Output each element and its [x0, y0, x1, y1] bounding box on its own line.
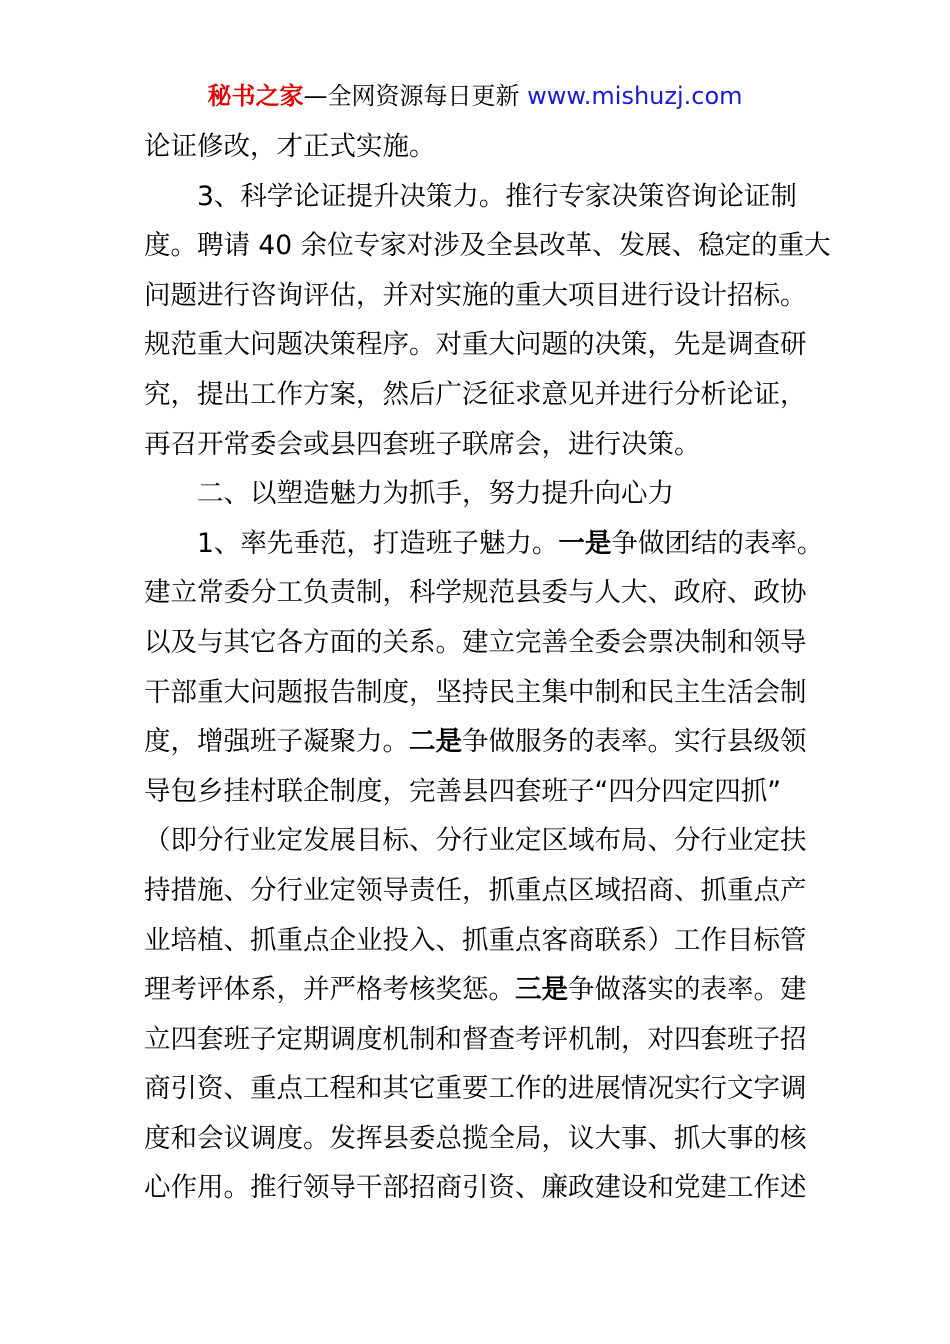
text-line: 以及与其它各方面的关系。建立完善全委会票决制和领导	[144, 626, 807, 658]
site-tagline: —全网资源每日更新	[303, 82, 528, 110]
text-line: 度。聘请 40 余位专家对涉及全县改革、发展、稳定的重大	[144, 230, 831, 262]
bold-marker: 三是	[515, 974, 568, 1006]
text-line: 论证修改，才正式实施。	[144, 131, 436, 162]
text-run: 1、率先垂范，打造班子魅力。	[197, 527, 559, 559]
document-body	[144, 122, 831, 1213]
text-run: 理考评体系，并严格考核奖惩。	[144, 974, 515, 1006]
section-heading: 二、以塑造魅力为抓手，努力提升向心力	[197, 478, 674, 510]
paragraph-heading: 3、科学论证提升决策力。推行专家决策咨询论证制	[197, 180, 797, 212]
text-line: 商引资、重点工程和其它重要工作的进展情况实行文字调	[144, 1073, 807, 1105]
text-line: 导包乡挂村联企制度，完善县四套班子“四分四定四抓”	[144, 775, 781, 807]
text-line: 业培植、抓重点企业投入、抓重点客商联系）工作目标管	[144, 924, 807, 956]
site-url[interactable]: www.mishuzj.com	[527, 82, 743, 110]
text-line: 干部重大问题报告制度，坚持民主集中制和民主生活会制	[144, 676, 807, 708]
text-run: 度，增强班子凝聚力。	[144, 726, 409, 758]
text-line: 度和会议调度。发挥县委总揽全局，议大事、抓大事的核	[144, 1122, 807, 1154]
text-run: 争做落实的表率。建	[568, 974, 807, 1006]
text-line: 再召开常委会或县四套班子联席会，进行决策。	[144, 428, 701, 460]
paragraph-heading	[144, 519, 824, 569]
text-line: 问题进行咨询评估，并对实施的重大项目进行设计招标。	[144, 279, 807, 311]
text-line: 建立常委分工负责制，科学规范县委与人大、政府、政协	[144, 577, 807, 609]
text-line	[144, 965, 814, 1015]
text-run: 争做服务的表率。实行县级领	[462, 726, 807, 758]
text-line: 持措施、分行业定领导责任，抓重点区域招商、抓重点产	[144, 874, 807, 906]
site-brand: 秘书之家	[207, 82, 304, 110]
text-line: 立四套班子定期调度机制和督查考评机制，对四套班子招	[144, 1023, 807, 1055]
page-header	[0, 80, 950, 112]
text-line: 规范重大问题决策程序。对重大问题的决策，先是调查研	[144, 329, 807, 361]
bold-marker: 二是	[409, 726, 462, 758]
text-line: （即分行业定发展目标、分行业定区域布局、分行业定扶	[144, 825, 807, 857]
text-line	[144, 717, 814, 767]
text-line: 心作用。推行领导干部招商引资、廉政建设和党建工作述	[144, 1172, 807, 1204]
text-run: 争做团结的表率。	[611, 527, 824, 559]
text-line: 究，提出工作方案，然后广泛征求意见并进行分析论证，	[144, 378, 807, 410]
bold-marker: 一是	[558, 527, 612, 559]
